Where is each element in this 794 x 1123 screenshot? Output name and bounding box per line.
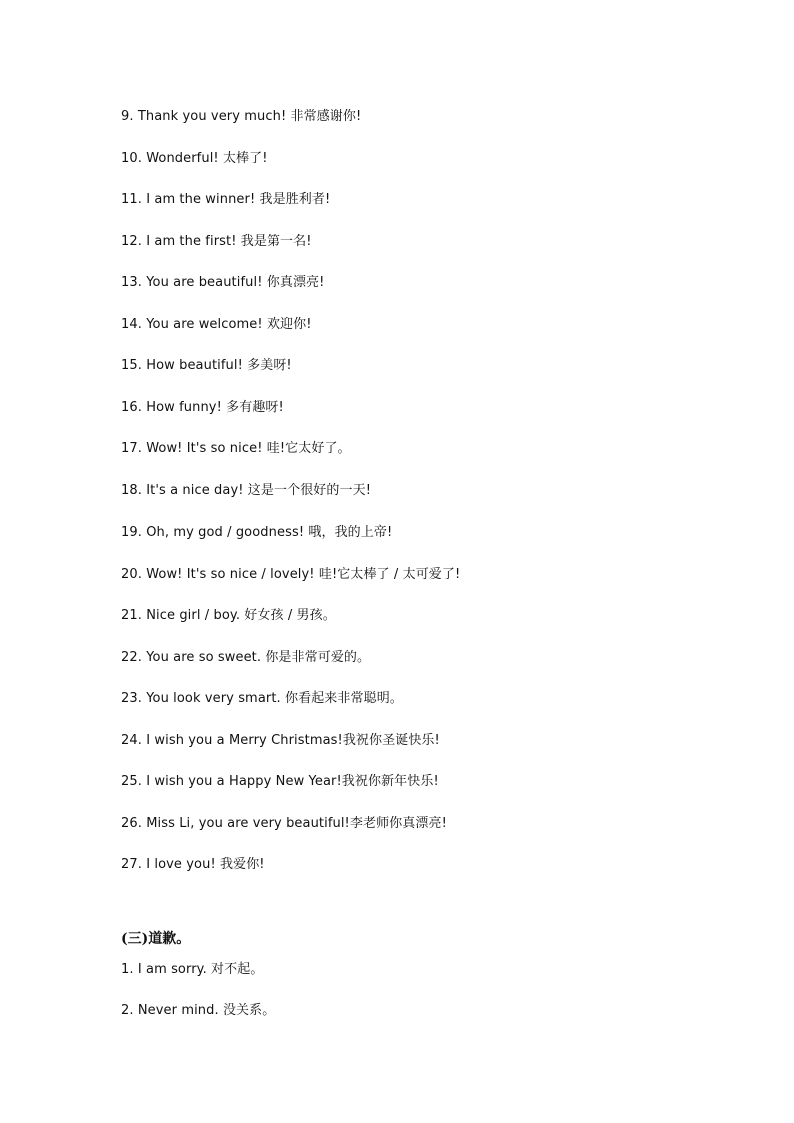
phrase-line-9: 9. Thank you very much! 非常感谢你! — [121, 109, 362, 124]
phrase-line-18: 18. It's a nice day! 这是一个很好的一天! — [121, 483, 372, 498]
section-heading-apology: (三)道歉。 — [121, 931, 191, 947]
phrase-line-21: 21. Nice girl / boy. 好女孩 / 男孩。 — [121, 608, 336, 623]
apology-line-2: 2. Never mind. 没关系。 — [121, 1003, 276, 1018]
phrase-line-13: 13. You are beautiful! 你真漂亮! — [121, 275, 325, 290]
phrase-line-11: 11. I am the winner! 我是胜利者! — [121, 192, 331, 207]
phrase-line-26: 26. Miss Li, you are very beautiful!李老师你真漂亮! — [121, 816, 447, 831]
phrase-line-23: 23. You look very smart. 你看起来非常聪明。 — [121, 691, 403, 706]
phrase-line-16: 16. How funny! 多有趣呀! — [121, 400, 284, 415]
phrase-line-20: 20. Wow! It's so nice / lovely! 哇!它太棒了 / 太可爱了! — [121, 567, 461, 582]
phrase-line-24: 24. I wish you a Merry Christmas!我祝你圣诞快乐! — [121, 733, 440, 748]
phrase-line-19: 19. Oh, my god / goodness! 哦，我的上帝! — [121, 525, 393, 540]
phrase-line-12: 12. I am the first! 我是第一名! — [121, 234, 312, 249]
phrase-line-17: 17. Wow! It's so nice! 哇!它太好了。 — [121, 441, 351, 456]
phrase-line-10: 10. Wonderful! 太棒了! — [121, 151, 268, 166]
phrase-line-15: 15. How beautiful! 多美呀! — [121, 358, 292, 373]
phrase-line-25: 25. I wish you a Happy New Year!我祝你新年快乐! — [121, 774, 439, 789]
apology-line-1: 1. I am sorry. 对不起。 — [121, 962, 264, 977]
phrase-line-22: 22. You are so sweet. 你是非常可爱的。 — [121, 650, 371, 665]
phrase-line-27: 27. I love you! 我爱你! — [121, 857, 265, 872]
phrase-line-14: 14. You are welcome! 欢迎你! — [121, 317, 312, 332]
